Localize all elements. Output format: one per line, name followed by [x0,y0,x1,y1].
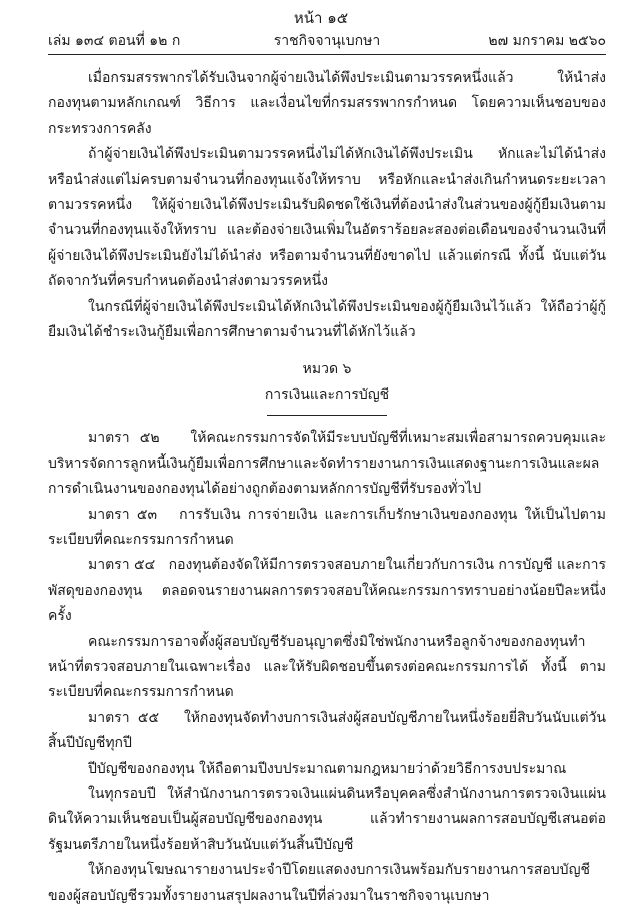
article-55-paragraph-2: ปีบัญชีของกองทุน ให้ถือตามปีงบประมาณตามกฎหมายว่าด้วยวิธีการงบประมาณ [88,760,567,777]
article-53-label: มาตรา ๕๓ [88,506,158,523]
article-54-label: มาตรา ๕๔ [88,557,156,574]
article-53-text: การรับเงิน การจ่ายเงิน และการเก็บรักษาเงินของกองทุน ให้เป็นไปตามระเบียบที่คณะกรรมการกำหนด [48,506,606,548]
article-54-paragraph-2: คณะกรรมการอาจตั้งผู้สอบบัญชีรับอนุญาตซึ่งมิใช่พนักงานหรือลูกจ้างของกองทุนทำหน้าที่ตรวจสอบภายในเฉพาะเรื่อง และให้รับผิดชอบขึ้นตรงต่อคณะกรรมการได้ ทั้งนี้ ตามระเบียบที่คณะกรรมการกำหนด [48,633,606,701]
article-54 [48,553,606,629]
volume-issue: เล่ม ๑๓๔ ตอนที่ ๑๒ ก [48,33,181,49]
article-55-text: ให้กองทุนจัดทำงบการเงินส่งผู้สอบบัญชีภายในหนึ่งร้อยยี่สิบวันนับแต่วันสิ้นปีบัญชีทุกปี [48,709,606,752]
article-52-label: มาตรา ๕๒ [88,430,160,447]
page-number: หน้า ๑๕ [293,9,349,27]
publication-date: ๒๗ มกราคม ๒๕๖๐ [488,33,606,49]
article-55-paragraph-4: ให้กองทุนโฆษณารายงานประจำปีโดยแสดงงบการเงินพร้อมกับรายงานการสอบบัญชีของผู้สอบบัญชีรวมทั้งรายงานสรุปผลงานในปีที่ล่วงมาในราชกิจจานุเบกษา [48,862,590,904]
section-number: หมวด ๖ [302,361,352,378]
article-54-text: กองทุนต้องจัดให้มีการตรวจสอบภายในเกี่ยวกับการเงิน การบัญชี และการพัสดุของกองทุน ตลอดจนรายงานผลการตรวจสอบให้คณะกรรมการทราบอย่างน้อยปีละหนึ่งครั้ง [48,557,606,625]
header-divider [48,54,606,55]
paragraph-revenue-remittance: เมื่อกรมสรรพากรได้รับเงินจากผู้จ่ายเงินได้พึงประเมินตามวรรคหนึ่งแล้ว ให้นำส่งกองทุนตามหลักเกณฑ์ วิธีการ และเงื่อนไขที่กรมสรรพากรกำหนด โดยความเห็นชอบของกระทรวงการคลัง [48,70,606,137]
article-53 [48,503,606,554]
article-52-text: ให้คณะกรรมการจัดให้มีระบบบัญชีที่เหมาะสมเพื่อสามารถควบคุมและบริหารจัดการลูกหนี้เงินกู้ยืมเพื่อการศึกษาและจัดทำรายงานการเงินแสดงฐานะการเงินและผลการดำเนินงานของกองทุนได้อย่างถูกต้องตามหลักการบัญชีที่รับรองทั่วไป [48,430,606,498]
paragraph-deemed-repayment: ในกรณีที่ผู้จ่ายเงินได้พึงประเมินได้หักเงินได้พึงประเมินของผู้กู้ยืมเงินไว้แล้ว ให้ถือว่าผู้กู้ยืมเงินได้ชำระเงินกู้ยืมเพื่อการศึกษาตามจำนวนที่ได้หักไว้แล้ว [48,298,606,341]
gazette-header [48,30,606,52]
section-title: การเงินและการบัญชี [264,386,390,403]
paragraph-payer-liability: ถ้าผู้จ่ายเงินได้พึงประเมินตามวรรคหนึ่งไม่ได้หักเงินได้พึงประเมิน หักและไม่ได้นำส่ง หรือนำส่งแต่ไม่ครบตามจำนวนที่กองทุนแจ้งให้ทราบ หรือหักและนำส่งเกินกำหนดระยะเวลาตามวรรคหนึ่ง ให้ผู้จ่ายเงินได้พึงประเมินรับผิดชดใช้เงินที่ต้องนำส่งในส่วนของผู้กู้ยืมเงินตามจำนวนที่กองทุนแจ้งให้ทราบ และต้องจ่ายเงินเพิ่มในอัตราร้อยละสองต่อเดือนของจำนวนเงินที่ผู้จ่ายเงินได้พึงประเมินยังไม่ได้นำส่ง หรือตามจำนวนที่ยังขาดไป แล้วแต่กรณี ทั้งนี้ นับแต่วันถัดจากวันที่ครบกำหนดต้องนำส่งตามวรรคหนึ่ง [48,146,606,290]
article-52 [48,426,606,502]
article-55-label: มาตรา ๕๕ [88,709,160,726]
article-55 [48,706,606,757]
section-divider [267,415,387,416]
document-body [48,66,606,909]
gazette-title: ราชกิจจานุเบกษา [273,33,381,49]
article-55-paragraph-3: ในทุกรอบปี ให้สำนักงานการตรวจเงินแผ่นดินหรือบุคคลซึ่งสำนักงานการตรวจเงินแผ่นดินให้ความเห็นชอบเป็นผู้สอบบัญชีของกองทุน แล้วทำรายงานผลการสอบบัญชีเสนอต่อรัฐมนตรีภายในหนึ่งร้อยห้าสิบวันนับแต่วันสิ้นปีบัญชี [48,785,606,853]
